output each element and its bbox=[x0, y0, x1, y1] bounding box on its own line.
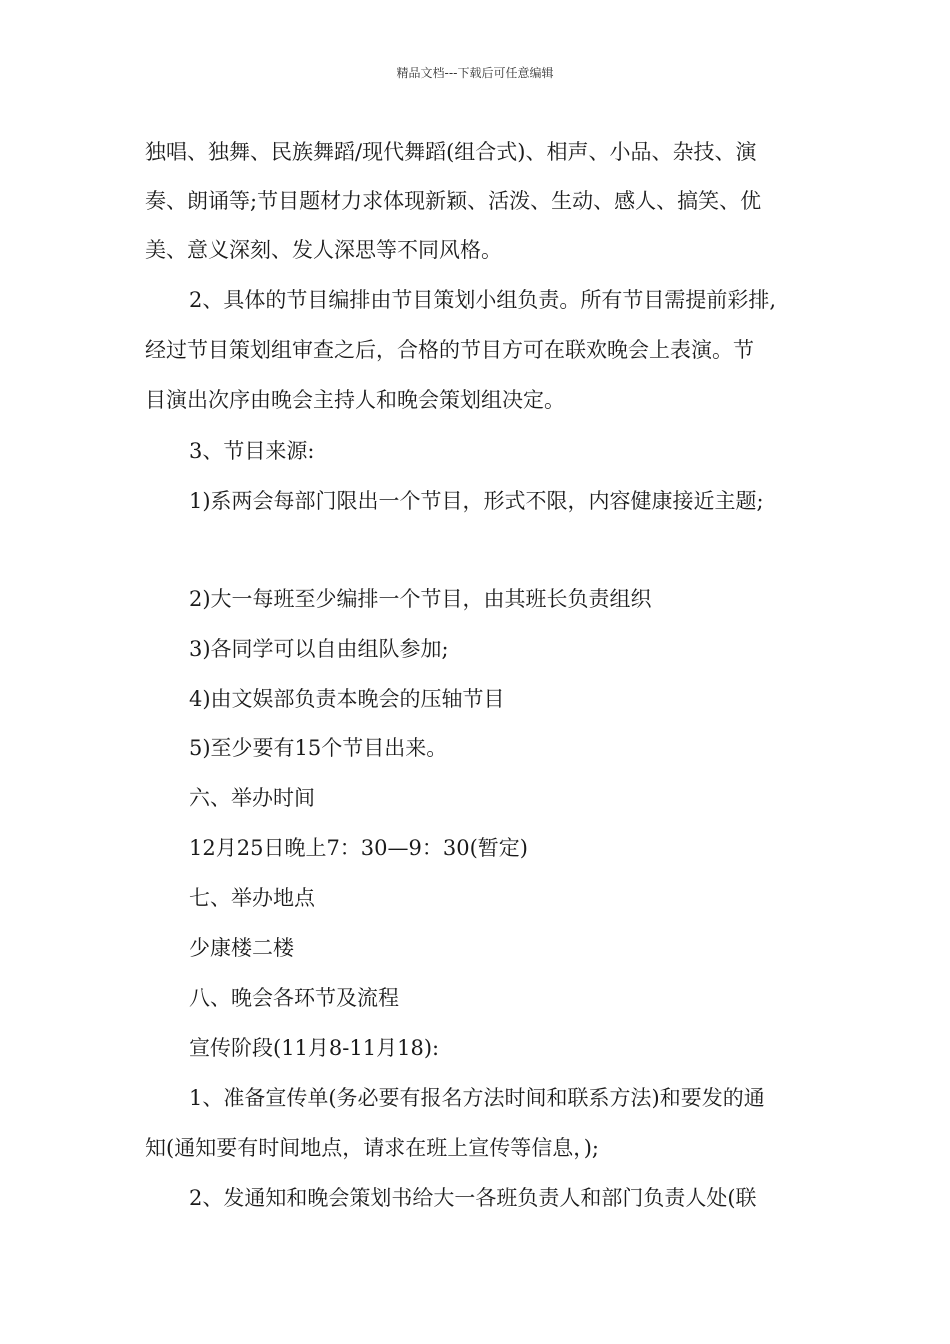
section-heading: 七、举办地点 bbox=[189, 886, 315, 910]
list-item: 4)由文娱部负责本晚会的压轴节目 bbox=[189, 687, 505, 711]
paragraph-line: 1、准备宣传单(务必要有报名方法时间和联系方法)和要发的通 bbox=[189, 1086, 765, 1110]
list-item: 2)大一每班至少编排一个节目，由其班长负责组织 bbox=[189, 587, 652, 611]
list-item: 5)至少要有15个节目出来。 bbox=[189, 736, 448, 760]
paragraph-line: 经过节目策划组审查之后，合格的节目方可在联欢晚会上表演。节 bbox=[145, 338, 754, 362]
paragraph-line: 知(通知要有时间地点，请求在班上宣传等信息，); bbox=[145, 1136, 599, 1160]
paragraph-line: 独唱、独舞、民族舞蹈/现代舞蹈(组合式)、相声、小品、杂技、演 bbox=[145, 140, 757, 164]
list-item: 1)系两会每部门限出一个节目，形式不限，内容健康接近主题; bbox=[189, 489, 764, 513]
page-header: 精品文档---下载后可任意编辑 bbox=[396, 66, 554, 80]
paragraph-line: 2、具体的节目编排由节目策划小组负责。所有节目需提前彩排, bbox=[189, 288, 777, 312]
paragraph-line: 美、意义深刻、发人深思等不同风格。 bbox=[145, 238, 502, 262]
paragraph-line: 少康楼二楼 bbox=[189, 936, 294, 960]
paragraph-line: 奏、朗诵等;节目题材力求体现新颖、活泼、生动、感人、搞笑、优 bbox=[145, 189, 762, 213]
paragraph-line: 目演出次序由晚会主持人和晚会策划组决定。 bbox=[145, 388, 565, 412]
paragraph-line: 12月25日晚上7：30—9：30(暂定) bbox=[189, 836, 528, 860]
paragraph-line: 宣传阶段(11月8-11月18): bbox=[189, 1036, 440, 1060]
section-heading: 八、晚会各环节及流程 bbox=[189, 986, 399, 1010]
section-heading: 3、节目来源: bbox=[189, 439, 315, 463]
list-item: 3)各同学可以自由组队参加; bbox=[189, 637, 449, 661]
paragraph-line: 2、发通知和晚会策划书给大一各班负责人和部门负责人处(联 bbox=[189, 1186, 757, 1210]
section-heading: 六、举办时间 bbox=[189, 786, 315, 810]
